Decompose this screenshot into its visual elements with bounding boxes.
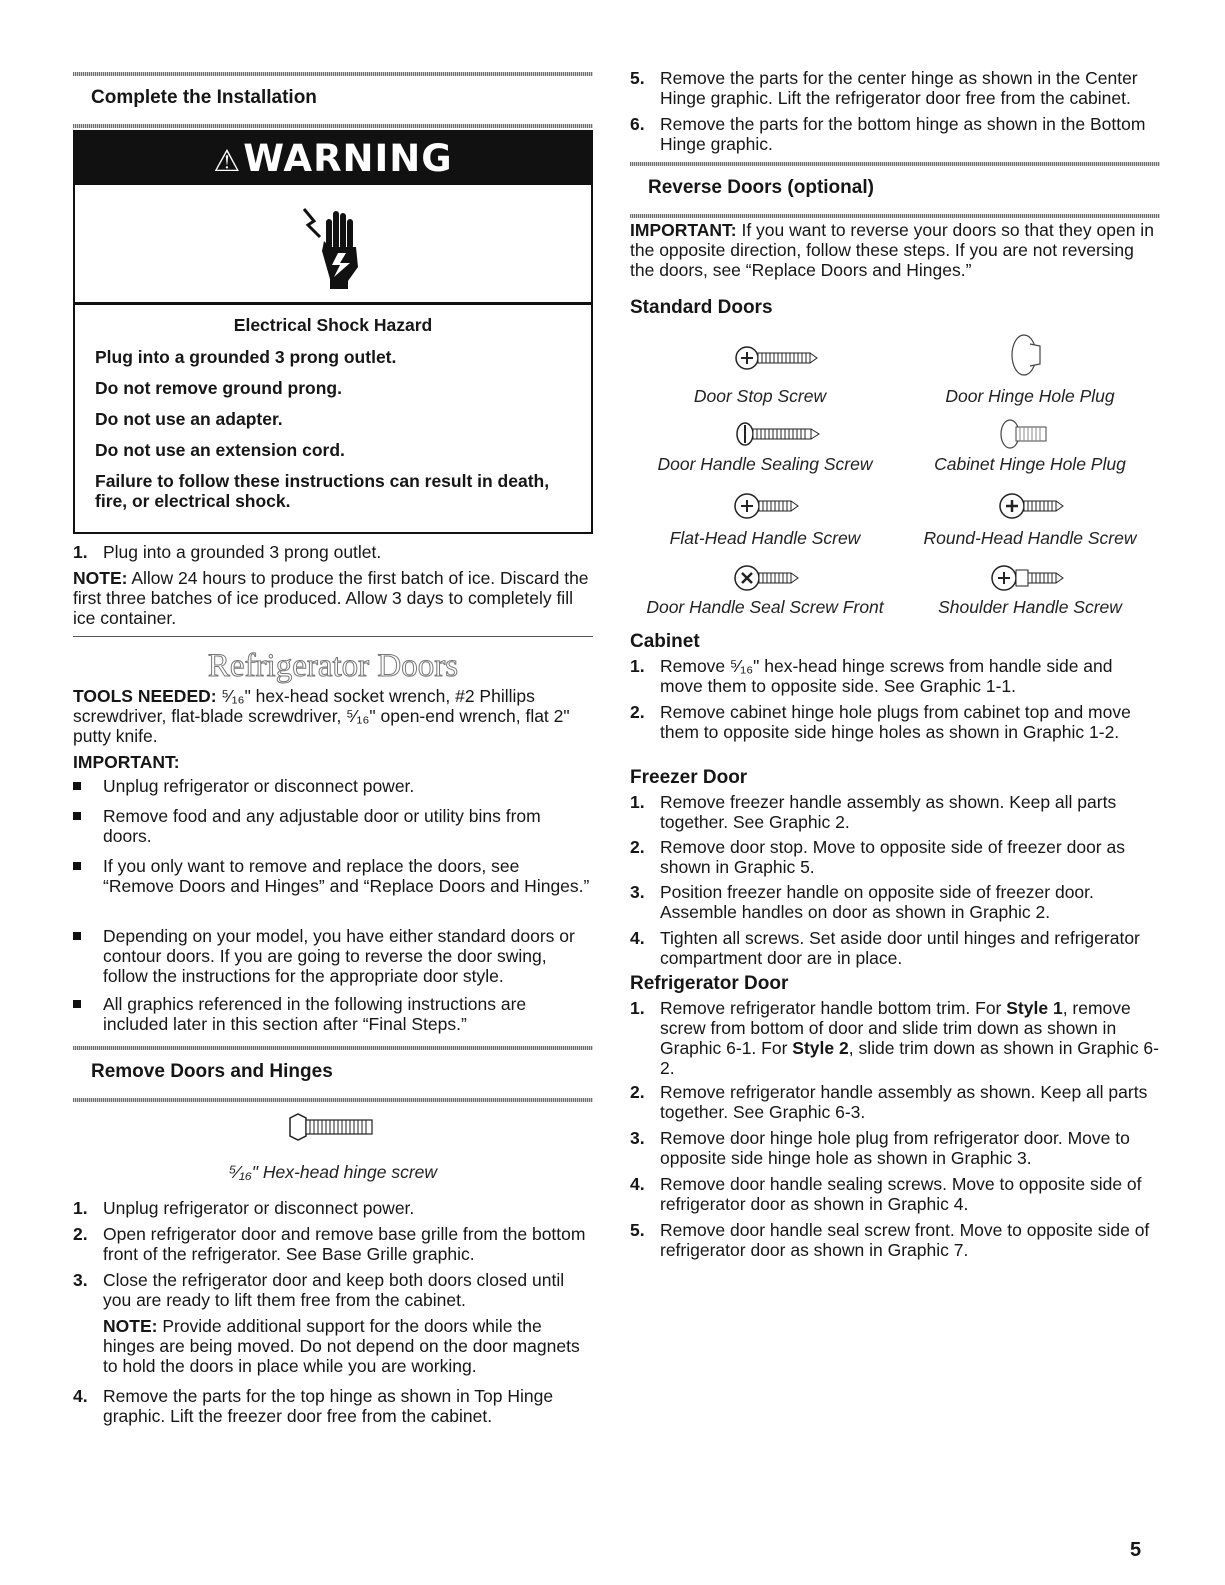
warning-body	[75, 305, 591, 532]
part-caption: Door Handle Sealing Screw	[657, 454, 873, 474]
door-handle-seal-screw-front-icon	[733, 562, 803, 598]
part-caption: Door Handle Seal Screw Front	[646, 597, 884, 617]
list-item: 1. Remove freezer handle assembly as shown. Keep all parts together. See Graphic 2.	[630, 792, 1117, 832]
important-label: IMPORTANT:	[73, 752, 180, 772]
electrical-shock-hand-icon	[75, 185, 591, 305]
part-caption: Shoulder Handle Screw	[938, 597, 1122, 617]
list-item: 2. Remove refrigerator handle assembly as shown. Keep all parts together. See Graphic 6-3.	[630, 1082, 1148, 1122]
hazard-title: Electrical Shock Hazard	[233, 315, 433, 335]
complete-installation-header	[73, 72, 593, 128]
warning-line: Do not remove ground prong.	[95, 378, 342, 398]
list-item: Unplug refrigerator or disconnect power.	[73, 776, 593, 796]
door-hinge-plug-icon	[1008, 330, 1048, 384]
bullet-icon	[73, 862, 81, 870]
bullet-icon	[73, 812, 81, 820]
list-item: 1. Unplug refrigerator or disconnect power.	[73, 1198, 415, 1218]
list-item: All graphics referenced in the following instructions are included later in this section after “Final Steps.”	[73, 994, 593, 1034]
divider	[73, 636, 593, 637]
list-item: Remove food and any adjustable door or utility bins from doors.	[73, 806, 593, 846]
part-caption: Flat-Head Handle Screw	[669, 528, 861, 548]
list-item: Depending on your model, you have either standard doors or contour doors. If you are going to reverse the door swing, follow the instructions for the appropriate door style.	[73, 926, 593, 986]
tools-paragraph: TOOLS NEEDED: ⁵⁄₁₆" hex-head socket wrench, #2 Phillips screwdriver, flat-blade screwdriver, ⁵⁄₁₆" open-end wrench, flat 2" putty knife.	[73, 686, 570, 746]
part-caption: Door Stop Screw	[693, 386, 827, 406]
part-caption: Round-Head Handle Screw	[923, 528, 1137, 548]
list-item: 3. Remove door hinge hole plug from refrigerator door. Move to opposite side hinge hole as shown in Graphic 3.	[630, 1128, 1130, 1168]
list-item: 6. Remove the parts for the bottom hinge as shown in the Bottom Hinge graphic.	[630, 114, 1146, 154]
warning-line: Plug into a grounded 3 prong outlet.	[95, 347, 397, 367]
list-item: 3. Close the refrigerator door and keep both doors closed until you are ready to lift them free from the cabinet.	[73, 1270, 565, 1310]
list-item: If you only want to remove and replace the doors, see “Remove Doors and Hinges” and “Replace Doors and Hinges.”	[73, 856, 593, 896]
list-item: 1. Remove refrigerator handle bottom trim. For Style 1, remove screw from bottom of door and slide trim down as shown in Graphic 6-1. For Style 2, slide trim down as shown in Graphic 6-2.	[630, 998, 1159, 1078]
cabinet-heading: Cabinet	[630, 631, 700, 652]
list-item: 3. Position freezer handle on opposite side of freezer door. Assemble handles on door as shown in Graphic 2.	[630, 882, 1094, 922]
cabinet-hinge-plug-icon	[998, 418, 1058, 454]
warning-triangle-icon: ⚠	[213, 144, 242, 179]
warning-line: Do not use an adapter.	[95, 409, 283, 429]
remove-doors-header	[73, 1046, 593, 1102]
door-stop-screw-icon	[735, 344, 825, 376]
page-number: 5	[1130, 1539, 1142, 1561]
bullet-icon	[73, 1000, 81, 1008]
warning-header: ⚠WARNING	[75, 132, 591, 185]
list-item: 4. Tighten all screws. Set aside door until hinges and refrigerator compartment door are in place.	[630, 928, 1140, 968]
door-handle-sealing-screw-icon	[735, 420, 825, 452]
refrigerator-door-heading: Refrigerator Door	[630, 973, 789, 994]
list-item: 1. Remove ⁵⁄₁₆" hex-head hinge screws from handle side and move them to opposite side. See Graphic 1-1.	[630, 656, 1113, 696]
warning-line: Do not use an extension cord.	[95, 440, 345, 460]
bullet-icon	[73, 932, 81, 940]
list-item: 2. Remove door stop. Move to opposite side of freezer door as shown in Graphic 5.	[630, 837, 1125, 877]
important-paragraph: IMPORTANT: If you want to reverse your doors so that they open in the opposite direction, follow these steps. If you are not reversing the doors, see “Replace Doors and Hinges.”	[630, 220, 1154, 280]
flat-head-handle-screw-icon	[733, 490, 803, 526]
step3-note: NOTE: Provide additional support for the doors while the hinges are being moved. Do not depend on the door magnets to hold the doors in place while you are working.	[103, 1316, 580, 1376]
warning-box	[73, 130, 593, 534]
list-item: 2. Open refrigerator door and remove base grille from the bottom front of the refrigerator. See Base Grille graphic.	[73, 1224, 586, 1264]
bullet-icon	[73, 782, 81, 790]
part-caption: Door Hinge Hole Plug	[945, 386, 1115, 406]
list-item: 4. Remove the parts for the top hinge as shown in Top Hinge graphic. Lift the freezer door free from the cabinet.	[73, 1386, 554, 1426]
standard-doors-heading: Standard Doors	[630, 297, 773, 318]
reverse-doors-header	[630, 162, 1160, 218]
section-title: Reverse Doors (optional)	[648, 177, 874, 198]
shoulder-handle-screw-icon	[990, 562, 1070, 598]
list-item: 5. Remove door handle seal screw front. Move to opposite side of refrigerator door as shown in Graphic 7.	[630, 1220, 1150, 1260]
freezer-door-heading: Freezer Door	[630, 767, 748, 788]
round-head-handle-screw-icon	[998, 490, 1068, 526]
list-item: 1. Plug into a grounded 3 prong outlet.	[73, 542, 382, 562]
note-paragraph: NOTE: Allow 24 hours to produce the first batch of ice. Discard the first three batches of ice produced. Allow 3 days to completely fill ice container.	[73, 568, 589, 628]
list-item: 5. Remove the parts for the center hinge as shown in the Center Hinge graphic. Lift the refrigerator door free from the cabinet.	[630, 68, 1138, 108]
section-title: Remove Doors and Hinges	[91, 1061, 333, 1082]
hex-head-screw-icon	[288, 1112, 378, 1146]
list-item: 2. Remove cabinet hinge hole plugs from cabinet top and move them to opposite side hinge holes as shown in Graphic 1-2.	[630, 702, 1131, 742]
screw-caption: ⁵⁄₁₆" Hex-head hinge screw	[228, 1162, 438, 1182]
list-item: 4. Remove door handle sealing screws. Move to opposite side of refrigerator door as shown in Graphic 4.	[630, 1174, 1142, 1214]
part-caption: Cabinet Hinge Hole Plug	[934, 454, 1126, 474]
refrigerator-doors-title: Refrigerator Doors	[207, 648, 459, 684]
warning-line: Failure to follow these instructions can result in death, fire, or electrical shock.	[95, 471, 550, 511]
section-title: Complete the Installation	[91, 87, 317, 108]
